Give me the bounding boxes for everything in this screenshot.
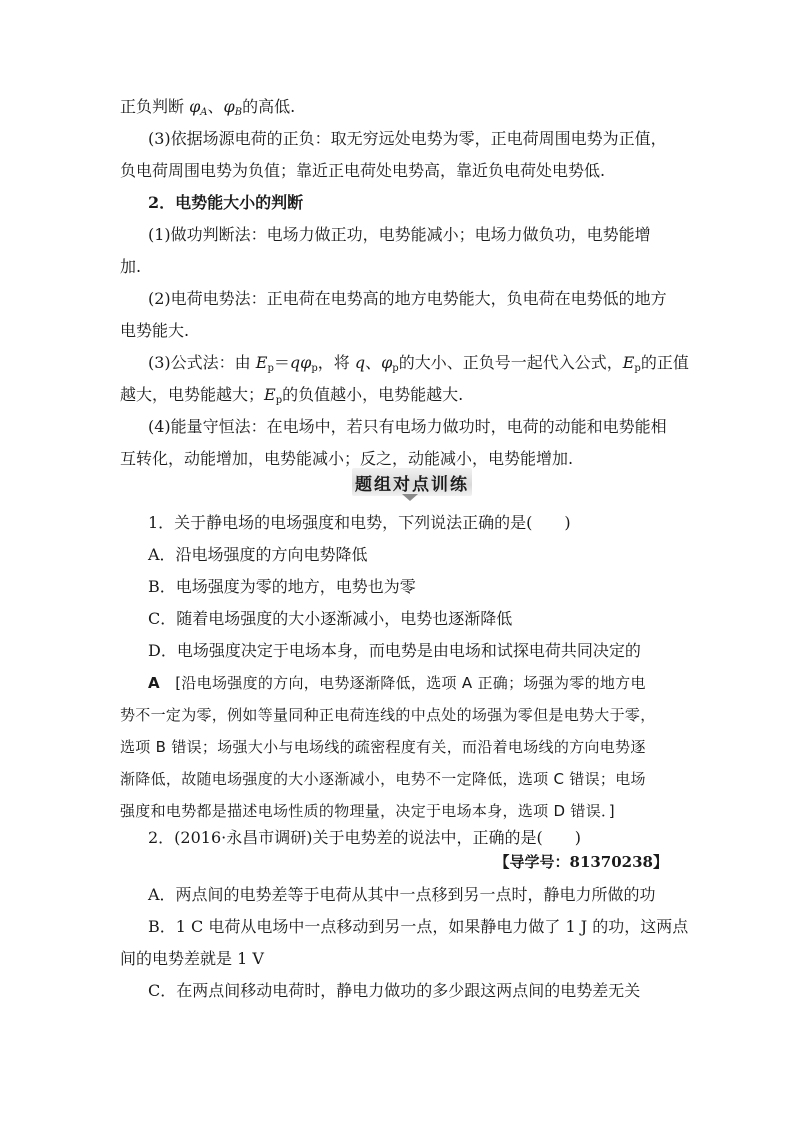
answer-text: [沿电场强度的方向，电势逐渐降低，选项 A 正确；场强为零的地方电 [159, 674, 646, 692]
subscript: p [267, 363, 274, 374]
paragraph-line [148, 352, 689, 380]
subscript: B [234, 107, 243, 118]
answer-letter: A [148, 674, 160, 692]
option-d: D．电场强度决定于电场本身，而电势是由电场和试探电荷共同决定的 [148, 641, 641, 660]
question-stem: 1．关于静电场的电场强度和电势，下列说法正确的是( ) [148, 513, 571, 532]
symbol-e: E [622, 353, 635, 372]
subscript: p [634, 363, 641, 374]
paragraph-line: (3)依据场源电荷的正负：取无穷远处电势为零，正电荷周围电势为正值， [148, 129, 667, 148]
text: 正负判断 [120, 97, 190, 116]
text: ，将 [317, 353, 355, 372]
answer-line: 势不一定为零，例如等量同种正电荷连线的中点处的场强为零但是电势大于零， [120, 706, 656, 724]
subscript: p [392, 363, 399, 374]
paragraph-line: 电势能大. [120, 321, 190, 340]
option-c: C．随着电场强度的大小逐渐减小，电势也逐渐降低 [148, 609, 513, 628]
option-b: B．1 C 电荷从电场中一点移动到另一点，如果静电力做了 1 J 的功，这两点 [148, 917, 689, 936]
text: 的负值越小，电势能越大. [282, 385, 464, 404]
paragraph-line: (4)能量守恒法：在电场中，若只有电场力做功时，电荷的动能和电势能相 [148, 417, 667, 436]
banner-title: 题组对点训练 [355, 474, 469, 495]
guide-number: 【导学号：81370238】 [494, 853, 668, 871]
paragraph-line: 负电荷周围电势为负值；靠近正电荷处电势高，靠近负电荷处电势低. [120, 161, 606, 180]
answer-line: 渐降低，故随电场强度的大小逐渐减小，电势不一定降低，选项 C 错误；电场 [120, 770, 646, 788]
option-b: B．电场强度为零的地方，电势也为零 [148, 577, 416, 596]
text: 的正值 [640, 353, 689, 372]
symbol-q-phi: qφ [289, 353, 312, 372]
option-c: C．在两点间移动电荷时，静电力做功的多少跟这两点间的电势差无关 [148, 981, 641, 1000]
section-heading: 2．电势能大小的判断 [148, 193, 304, 212]
symbol-phi: φ [223, 97, 235, 116]
paragraph-line [120, 96, 295, 124]
subscript: p [275, 395, 283, 406]
subscript: p [311, 363, 318, 374]
answer-line [148, 672, 646, 694]
text: (3)公式法：由 [148, 353, 256, 372]
paragraph-line: (1)做功判断法：电场力做正功，电势能减小；电场力做负功，电势能增 [148, 225, 651, 244]
text: 越大，电势能越大； [120, 385, 265, 404]
section-banner [352, 468, 472, 496]
text: ＝ [273, 353, 290, 372]
option-b-continued: 间的电势差就是 1 V [120, 949, 264, 968]
banner-arrow-icon [402, 494, 418, 501]
symbol-q: q [354, 353, 366, 372]
text: 、 [365, 353, 382, 372]
option-a: A．沿电场强度的方向电势降低 [148, 545, 368, 564]
paragraph-line: (2)电荷电势法：正电荷在电势高的地方电势能大，负电荷在电势低的地方 [148, 289, 667, 308]
answer-line: 选项 B 错误；场强大小与电场线的疏密程度有关，而沿着电场线的方向电势逐 [120, 738, 646, 756]
paragraph-line [120, 384, 463, 412]
option-a: A．两点间的电势差等于电荷从其中一点移到另一点时，静电力所做的功 [148, 885, 656, 904]
text: 的大小、正负号一起代入公式， [398, 353, 623, 372]
subscript: A [200, 107, 208, 118]
paragraph-line: 互转化，动能增加，电势能减小；反之，动能减小，电势能增加. [120, 449, 574, 468]
text: 的高低. [242, 97, 296, 116]
symbol-e: E [255, 353, 268, 372]
symbol-phi: φ [189, 97, 201, 116]
question-stem: 2．(2016·永昌市调研)关于电势差的说法中，正确的是( ) [148, 828, 581, 847]
answer-line: 强度和电势都是描述电场性质的物理量，决定于电场本身，选项 D 错误．] [120, 802, 615, 820]
paragraph-line: 加. [120, 257, 142, 276]
symbol-phi: φ [381, 353, 393, 372]
text: 、 [207, 97, 224, 116]
symbol-e: E [264, 385, 276, 404]
